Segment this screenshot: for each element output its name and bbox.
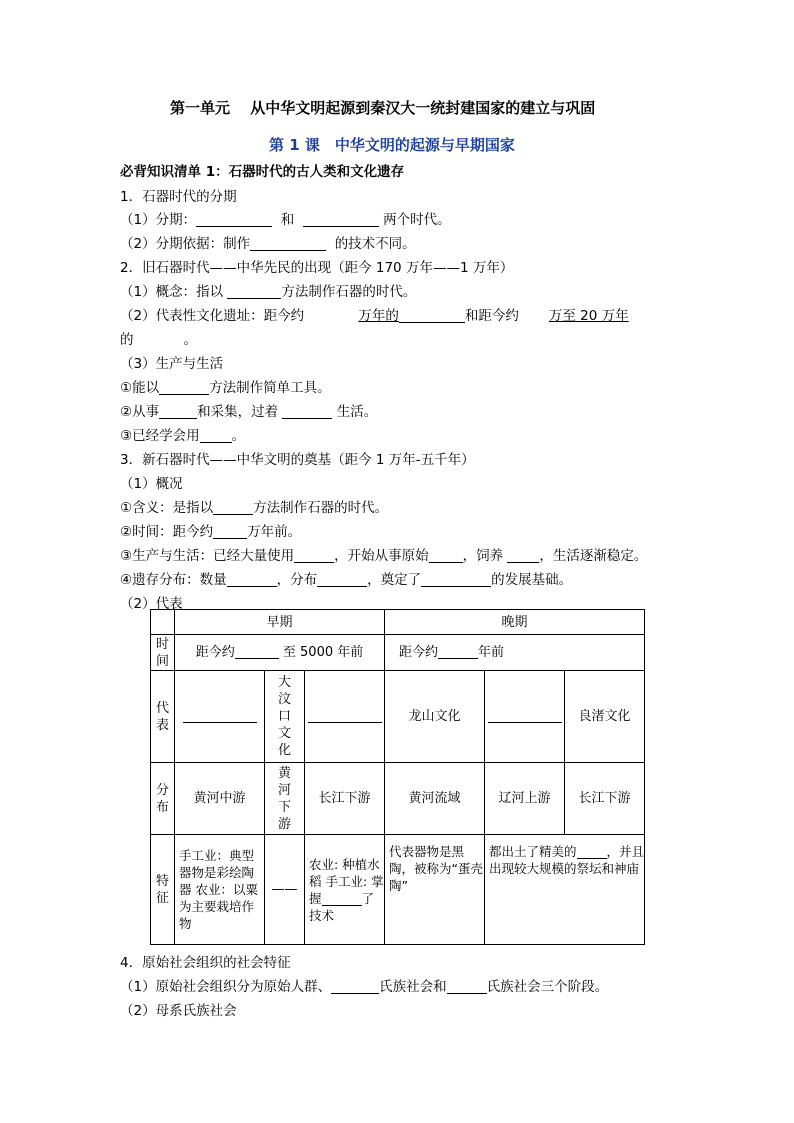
rep-cell-2: 大汶口文化 (277, 675, 291, 758)
rep-cell-1 (175, 671, 265, 763)
rep-cell-4: 龙山文化 (385, 671, 485, 763)
neolithic-table (150, 609, 645, 945)
dist-cell-6: 长江下游 (565, 763, 645, 835)
row-rep-label: 代表 (155, 700, 169, 733)
line-fire: ③已经学会用 。 (120, 428, 246, 444)
line-sites: （2）代表性文化遗址：距今约 万年的 和距今约 万至 20 万年 (120, 308, 629, 324)
time-early: 距今约 至 5000 年前 (175, 635, 385, 671)
line-distribution: ④遗存分布：数量 ，分布 ，奠定了 的发展基础。 (120, 572, 573, 588)
feat-cell-4: 代表器物是黑陶，被称为“蛋壳陶” (385, 835, 485, 945)
line-social-stages: （1）原始社会组织分为原始人群、 氏族社会和 氏族社会三个阶段。 (120, 979, 609, 995)
dist-cell-5: 辽河上游 (485, 763, 565, 835)
row-dist-label: 分布 (155, 782, 169, 815)
dist-cell-2: 黄河下游 (277, 765, 291, 832)
rep-cell-3 (305, 671, 385, 763)
rep-cell-6: 良渚文化 (565, 671, 645, 763)
rep-cell-5 (485, 671, 565, 763)
line-hunting: ②从事 和采集，过着 生活。 (120, 404, 378, 420)
dist-cell-4: 黄河流域 (385, 763, 485, 835)
section-2-heading: 2．旧石器时代——中华先民的出现（距今 170 万年——1 万年） (120, 260, 514, 276)
line-tools: ①能以 方法制作简单工具。 (120, 380, 331, 396)
line-periods: （1）分期： 和 两个时代。 (120, 212, 451, 228)
line-overview: （1）概况 (120, 476, 183, 492)
line-period-basis: （2）分期依据：制作 的技术不同。 (120, 236, 416, 252)
time-late: 距今约 年前 (385, 635, 645, 671)
head-late: 晚期 (385, 610, 645, 635)
line-meaning: ①含义：是指以 方法制作石器的时代。 (120, 500, 389, 516)
feat-cell-5: 都出土了精美的 ，并且出现较大规模的祭坛和神庙 (485, 835, 645, 945)
section-1-heading: 1．石器时代的分期 (120, 189, 237, 205)
dist-cell-3: 长江下游 (305, 763, 385, 835)
line-production: ③生产与生活：已经大量使用 ，开始从事原始 ，饲养 ，生活逐渐稳定。 (120, 548, 648, 564)
feat-cell-2: —— (265, 835, 305, 945)
line-representatives: （2）代表 (120, 596, 183, 612)
feat-cell-3: 农业: 种植水稻 手工业: 掌握 了技术 (305, 835, 385, 945)
row-time-label: 时间 (155, 636, 169, 669)
unit-title: 第一单元 从中华文明起源到秦汉大一统封建国家的建立与巩固 (170, 99, 596, 117)
line-time: ②时间：距今约 万年前。 (120, 524, 302, 540)
line-matriarchal: （2）母系氏族社会 (120, 1003, 237, 1019)
line-sites-cont: 的 。 (120, 332, 197, 348)
line-concept: （1）概念：指以 方法制作石器的时代。 (120, 284, 417, 300)
checklist-heading: 必背知识清单 1：石器时代的古人类和文化遗存 (120, 164, 405, 180)
section-3-heading: 3．新石器时代——中华文明的奠基（距今 1 万年-五千年） (120, 452, 475, 468)
row-feat-label: 特征 (155, 873, 169, 906)
head-early: 早期 (175, 610, 385, 635)
dist-cell-1: 黄河中游 (175, 763, 265, 835)
section-4-heading: 4．原始社会组织的社会特征 (120, 955, 291, 971)
lesson-title: 第 1 课 中华文明的起源与早期国家 (269, 136, 515, 154)
line-production-life: （3）生产与生活 (120, 356, 224, 372)
feat-cell-1: 手工业：典型器物是彩绘陶器 农业：以粟为主要栽培作物 (175, 835, 265, 945)
